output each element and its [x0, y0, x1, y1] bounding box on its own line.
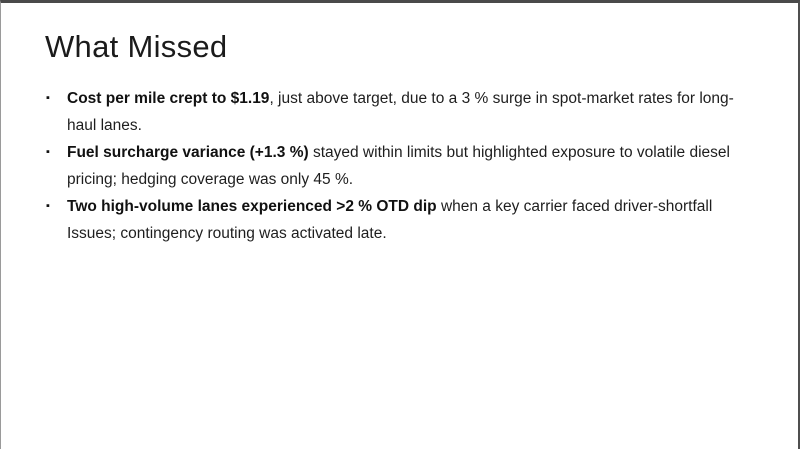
bullet-text	[67, 193, 760, 247]
bullet-bold-text: Cost per mile crept to $1.19	[67, 90, 270, 108]
bullet-text	[67, 85, 760, 139]
bullet-square-icon: ▪	[46, 92, 50, 105]
bullet-rest-text: , just above target, due to a 3 % surge in spot-market rates for long-haul lanes.	[67, 90, 734, 135]
bullet-text	[67, 139, 760, 193]
page-title: What Missed	[45, 29, 228, 64]
bullet-square-icon: ▪	[46, 146, 50, 159]
list-item	[46, 193, 760, 247]
bullet-bold-text: Fuel surcharge variance (+1.3 %)	[67, 144, 309, 162]
bullet-bold-text: Two high-volume lanes experienced >2 % OTD dip	[67, 198, 437, 216]
list-item	[46, 85, 760, 139]
bullet-square-icon: ▪	[46, 200, 50, 213]
bullet-list	[1, 85, 798, 247]
bullet-rest-text: when a key carrier faced driver-shortfall Issues; contingency routing was activated late.	[67, 198, 713, 243]
list-item	[46, 139, 760, 193]
bullet-rest-text: stayed within limits but highlighted exposure to volatile diesel pricing; hedging coverage was only 45 %.	[67, 144, 730, 189]
